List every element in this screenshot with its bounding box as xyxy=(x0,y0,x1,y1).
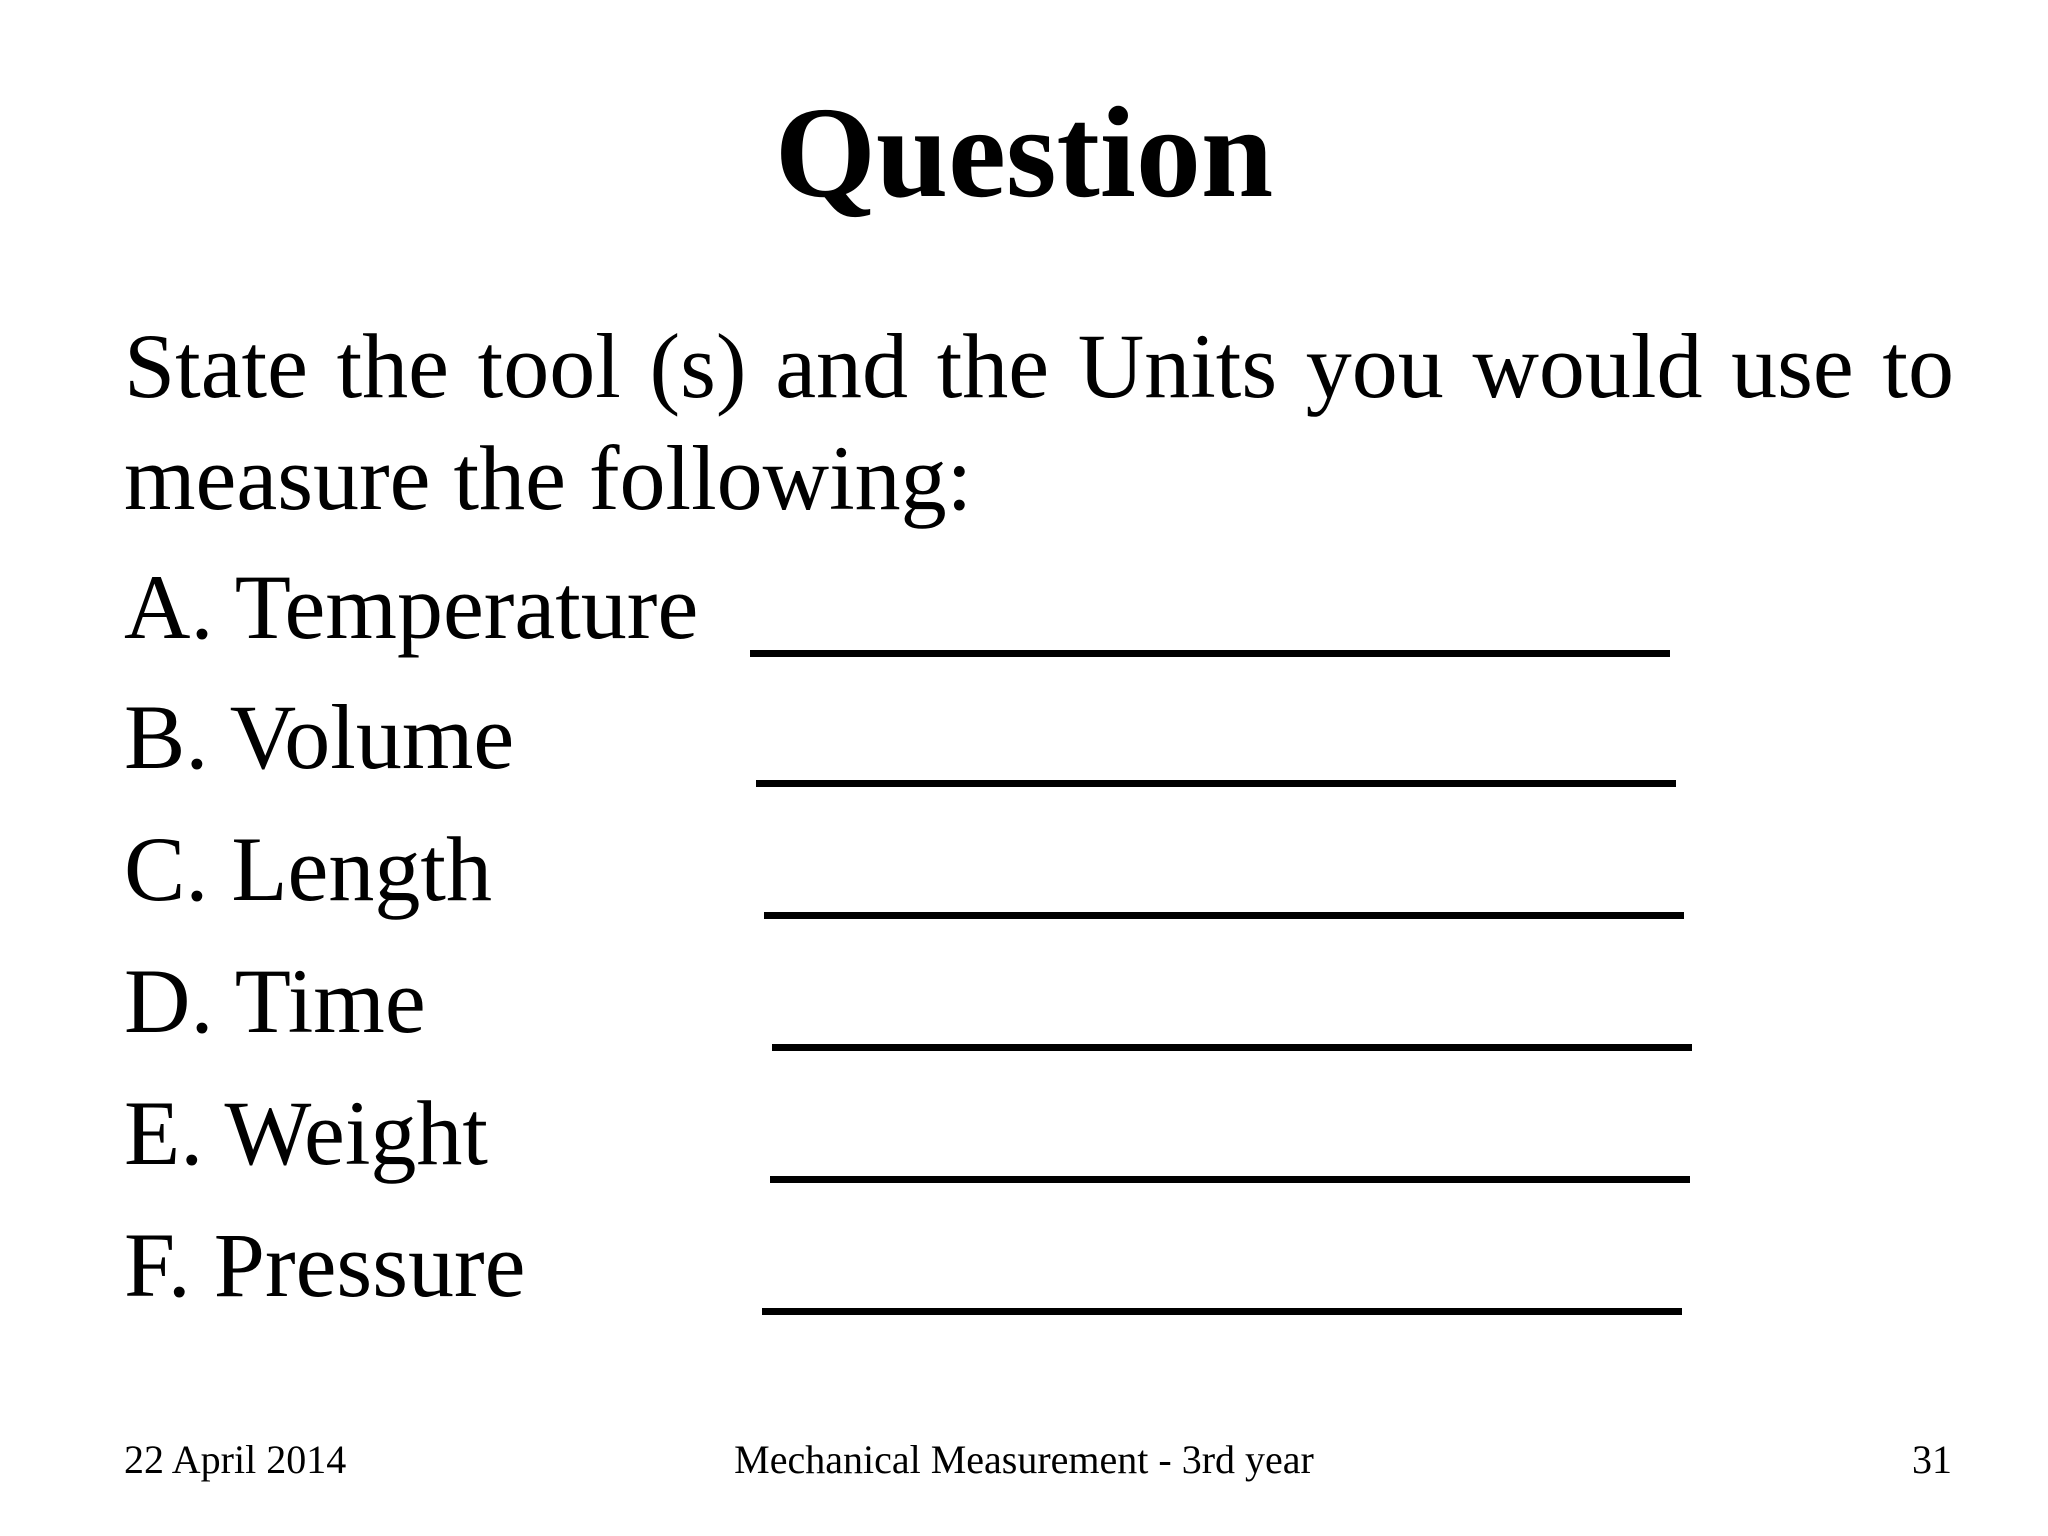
item-label: D. Time xyxy=(124,950,426,1052)
footer-page-number: 31 xyxy=(1912,1437,1952,1482)
item-label: C. Length xyxy=(124,818,492,920)
item-label: A. Temperature xyxy=(124,556,699,658)
question-prompt: State the tool (s) and the Units you would use to measure the following: xyxy=(124,315,1954,529)
answer-blank-temperature xyxy=(750,650,1670,657)
slide-title: Question xyxy=(774,81,1274,225)
item-label: B. Volume xyxy=(124,686,515,788)
footer-course-title: Mechanical Measurement - 3rd year xyxy=(734,1437,1314,1482)
answer-blank-pressure xyxy=(762,1308,1682,1315)
item-label: F. Pressure xyxy=(124,1214,526,1316)
item-label: E. Weight xyxy=(124,1082,488,1184)
answer-blank-length xyxy=(764,912,1684,919)
footer-date: 22 April 2014 xyxy=(124,1437,347,1482)
answer-blank-time xyxy=(772,1044,1692,1051)
answer-blank-weight xyxy=(770,1176,1690,1183)
answer-blank-volume xyxy=(756,780,1676,787)
